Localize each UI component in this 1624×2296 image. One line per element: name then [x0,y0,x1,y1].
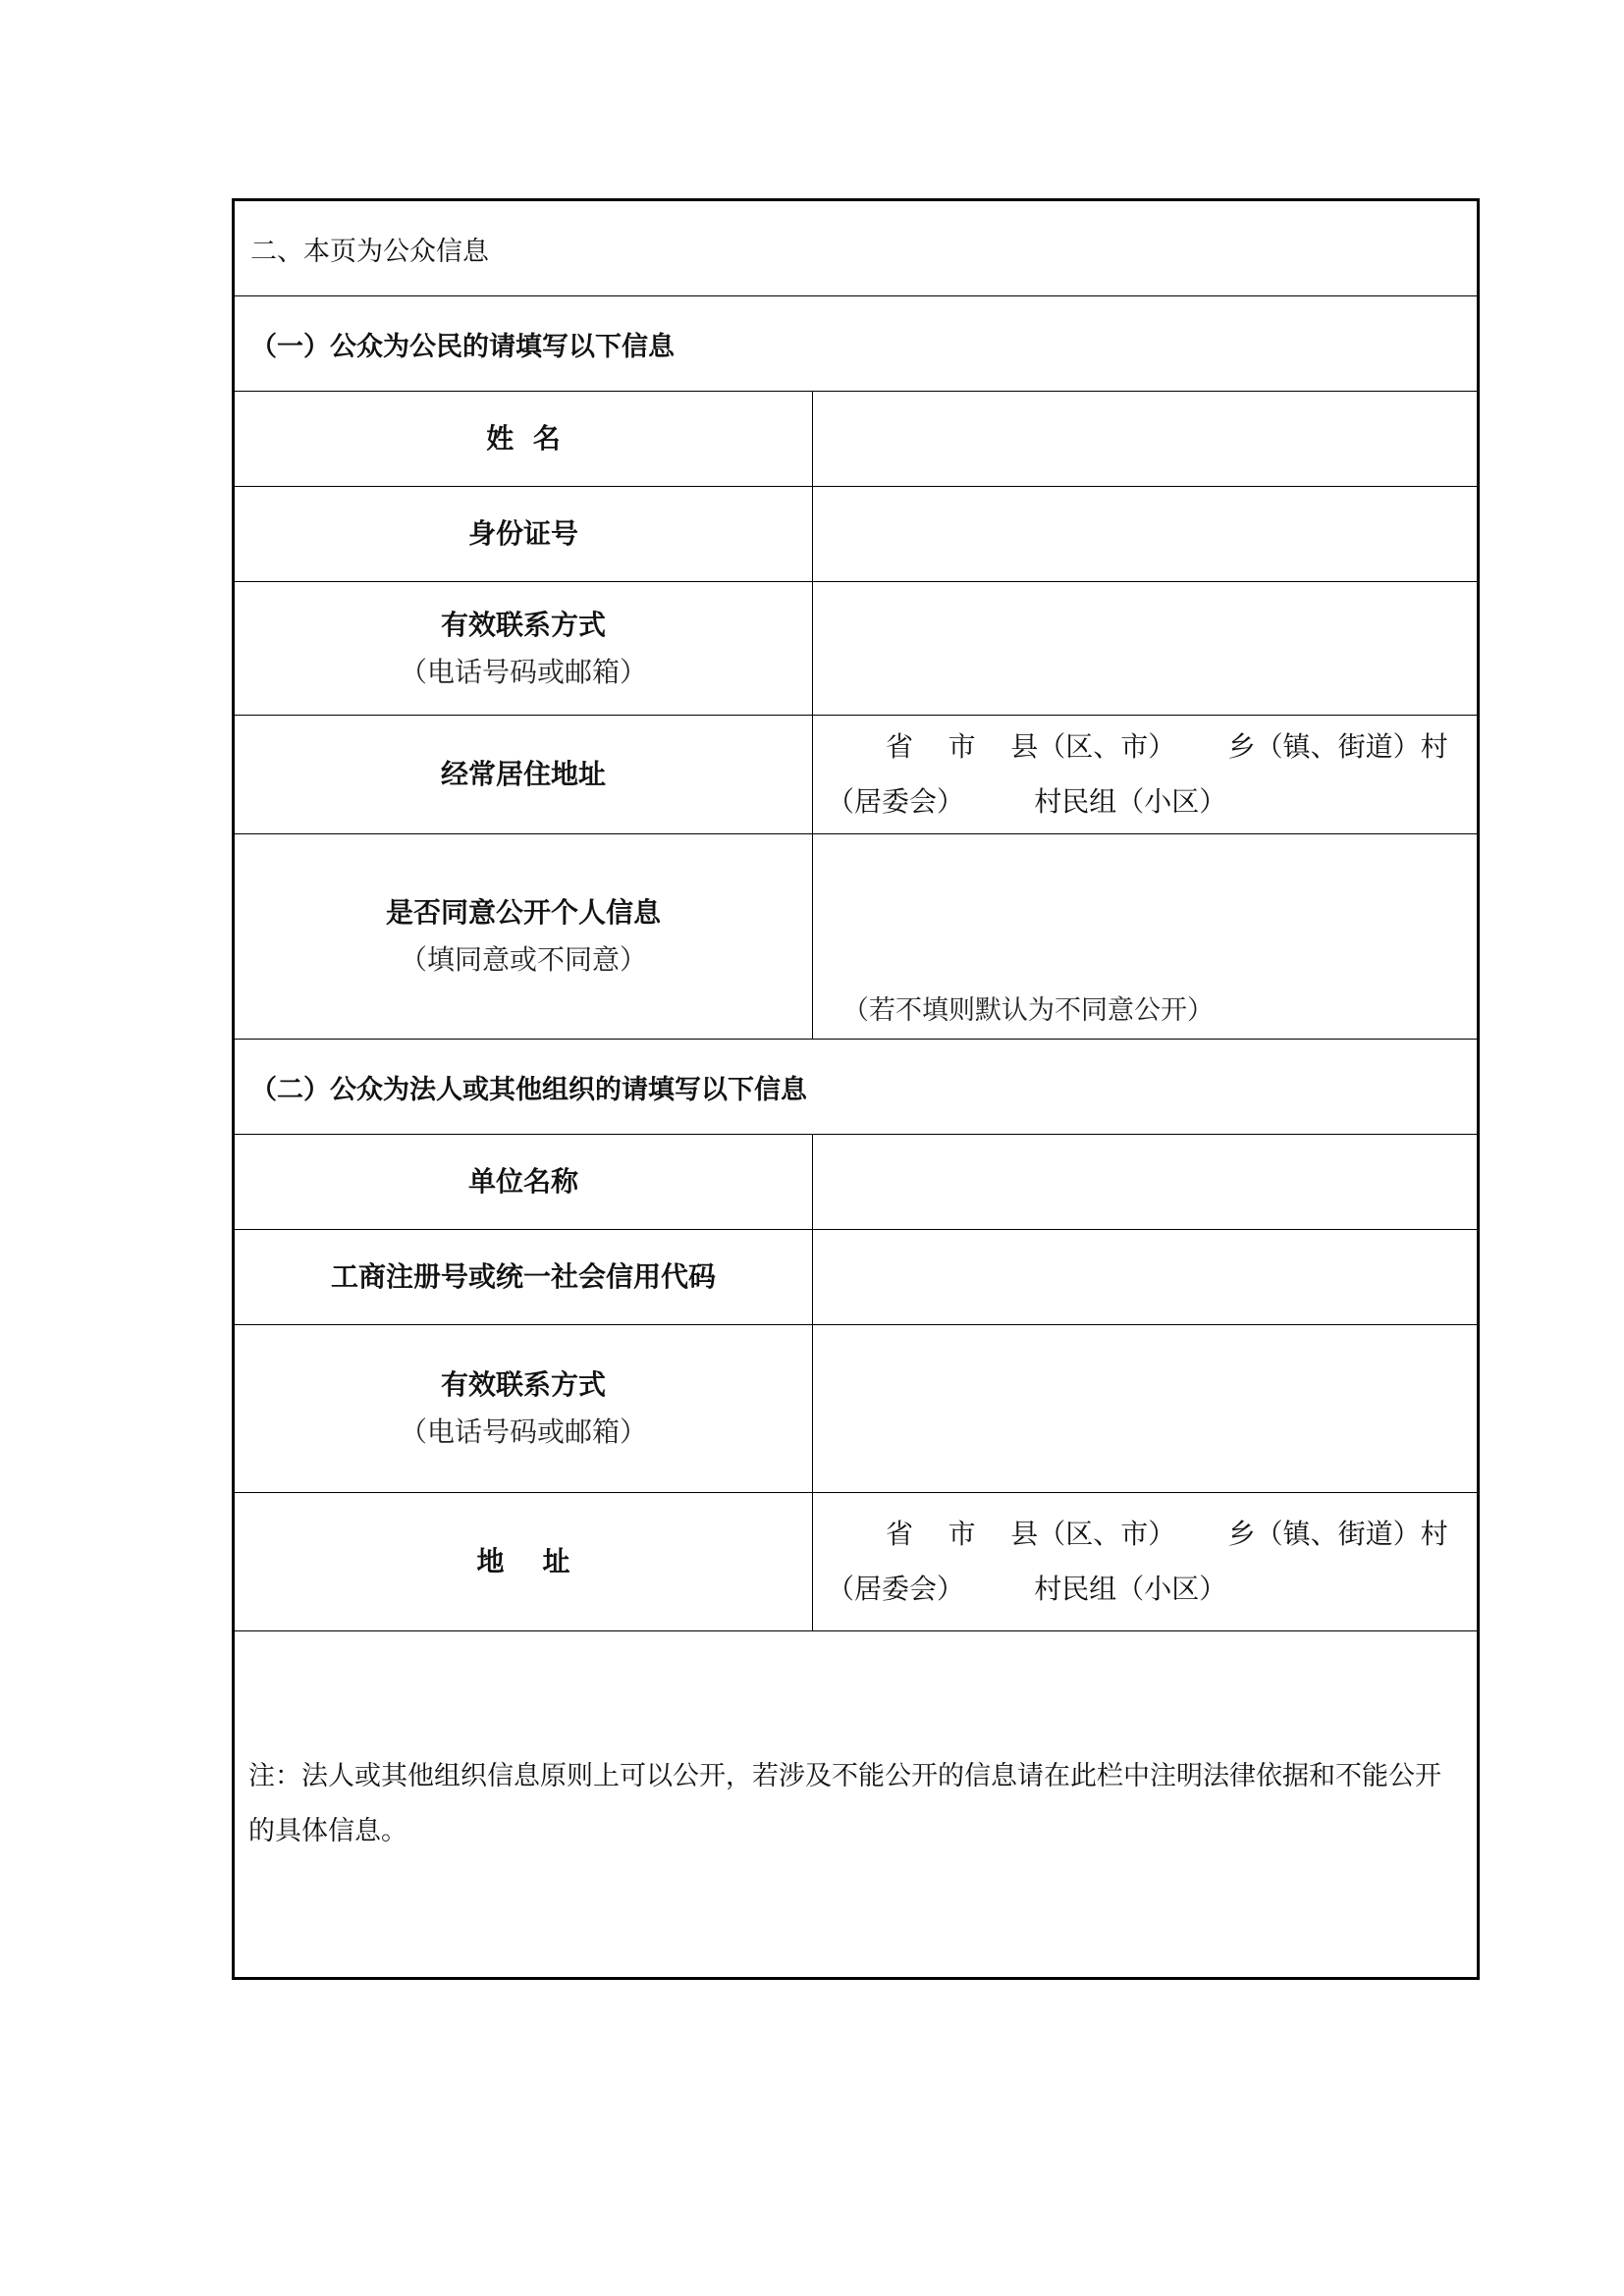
citizen-address-label: 经常居住地址 [440,758,606,790]
org-contact-field[interactable] [813,1325,1479,1493]
org-address-label-cell [234,1493,813,1631]
note-row [234,1631,1479,1979]
citizen-address-line2: （居委会） 村民组（小区） [827,785,1227,818]
org-unit-label-cell [234,1135,813,1230]
citizen-address-row [234,716,1479,834]
citizen-consent-label-cell [234,834,813,1040]
org-heading-row [234,1040,1479,1135]
org-contact-hint: （电话号码或邮箱） [399,1415,647,1448]
citizen-name-label-cell [234,392,813,487]
citizen-consent-row [234,834,1479,1040]
section-title: 二、本页为公众信息 [234,200,1479,296]
note-field[interactable] [234,1631,1479,1979]
citizen-consent-field[interactable] [813,834,1479,1040]
citizen-contact-label: 有效联系方式 [440,608,606,641]
citizen-address-label-cell [234,716,813,834]
org-contact-label: 有效联系方式 [440,1368,606,1401]
org-address-line1: 省 市 县（区、市） 乡（镇、街道）村 [886,1518,1448,1550]
citizen-id-label: 身份证号 [467,517,578,550]
citizen-consent-default-note: （若不填则默认为不同意公开） [842,995,1214,1026]
citizen-heading-row [234,296,1479,392]
section-title-row [234,200,1479,296]
org-address-line2: （居委会） 村民组（小区） [827,1573,1227,1605]
org-address-row [234,1493,1479,1631]
citizen-name-row [234,392,1479,487]
org-unit-label: 单位名称 [467,1165,578,1198]
citizen-id-label-cell [234,487,813,582]
org-reg-field[interactable] [813,1230,1479,1325]
citizen-address-line1: 省 市 县（区、市） 乡（镇、街道）村 [886,730,1448,763]
note-text: 注：法人或其他组织信息原则上可以公开，若涉及不能公开的信息请在此栏中注明法律依据和不能公开的具体信息。 [248,1761,1441,1846]
citizen-name-label: 姓 名 [486,422,561,454]
citizen-contact-hint: （电话号码或邮箱） [399,655,647,688]
citizen-heading: （一）公众为公民的请填写以下信息 [234,296,1479,392]
org-address-field[interactable] [813,1493,1479,1631]
citizen-id-field[interactable] [813,487,1479,582]
org-heading: （二）公众为法人或其他组织的请填写以下信息 [234,1040,1479,1135]
org-reg-row [234,1230,1479,1325]
citizen-consent-label: 是否同意公开个人信息 [385,896,661,929]
citizen-consent-hint: （填同意或不同意） [399,943,647,976]
citizen-name-field[interactable] [813,392,1479,487]
org-contact-row [234,1325,1479,1493]
citizen-contact-label-cell [234,582,813,716]
org-reg-label: 工商注册号或统一社会信用代码 [330,1260,716,1293]
org-contact-label-cell [234,1325,813,1493]
citizen-contact-row [234,582,1479,716]
citizen-id-row [234,487,1479,582]
public-info-form [232,198,1480,1980]
citizen-address-field[interactable] [813,716,1479,834]
org-unit-row [234,1135,1479,1230]
org-address-label: 地 址 [476,1545,570,1577]
org-unit-field[interactable] [813,1135,1479,1230]
citizen-contact-field[interactable] [813,582,1479,716]
org-reg-label-cell [234,1230,813,1325]
